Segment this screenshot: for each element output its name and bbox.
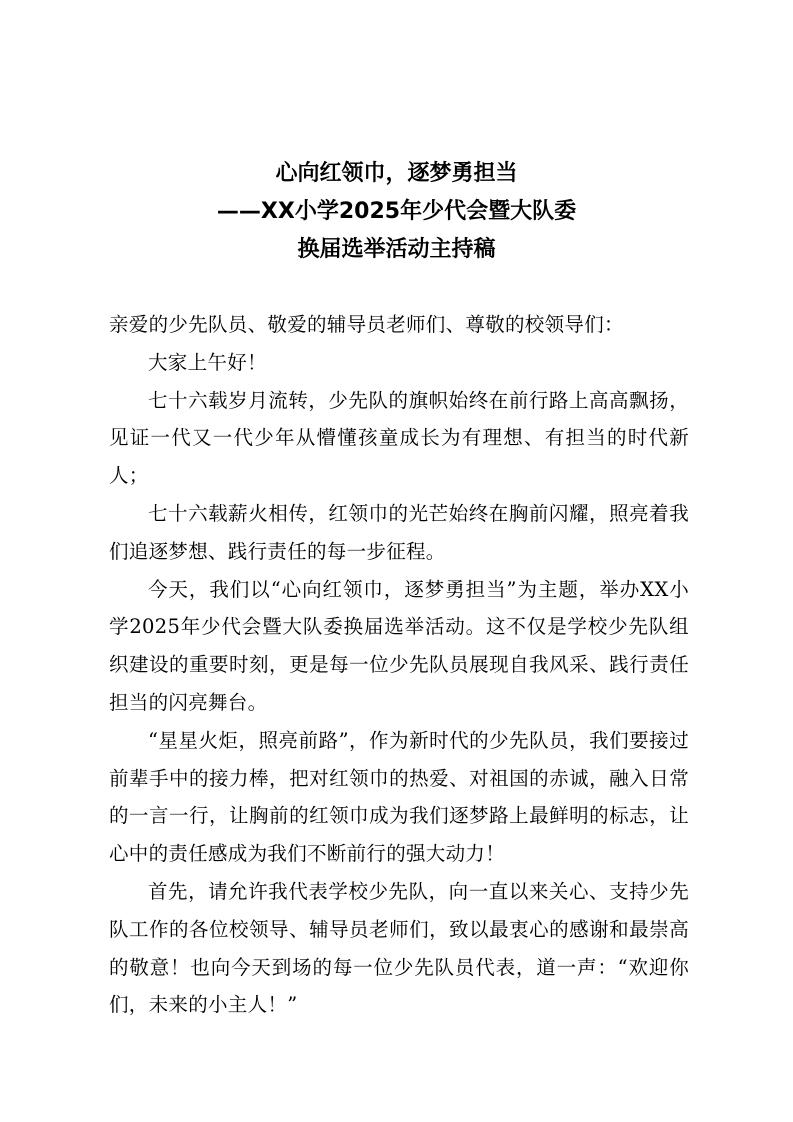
document-title	[0, 155, 793, 269]
paragraph-scarf: 七十六载薪火相传，红领巾的光芒始终在胸前闪耀，照亮着我们追逐梦想、践行责任的每一步征程。	[109, 501, 689, 563]
title-line-main: 心向红领巾，逐梦勇担当	[275, 161, 518, 186]
title-line-subtitle-end: 换届选举活动主持稿	[297, 237, 496, 262]
title-line-subtitle: ——XX小学2025年少代会暨大队委	[216, 199, 577, 224]
paragraph-theme: 今天，我们以“心向红领巾，逐梦勇担当”为主题，举办XX小学2025年少代会暨大队委换届选举活动。这不仅是学校少先队组织建设的重要时刻，更是每一位少先队员展现自我风采、践行责任担当的闪亮舞台。	[109, 577, 689, 714]
paragraph-torch: “星星火炬，照亮前路”，作为新时代的少先队员，我们要接过前辈手中的接力棒，把对红领巾的热爱、对祖国的赤诚，融入日常的一言一行，让胸前的红领巾成为我们逐梦路上最鲜明的标志，让心中的责任感成为我们不断前行的强大动力！	[109, 728, 689, 866]
document-body	[109, 306, 689, 1024]
paragraph-flag: 七十六载岁月流转，少先队的旗帜始终在前行路上高高飘扬，见证一代又一代少年从懵懂孩童成长为有理想、有担当的时代新人；	[109, 388, 689, 488]
paragraph-thanks: 首先，请允许我代表学校少先队，向一直以来关心、支持少先队工作的各位校领导、辅导员老师们，致以最衷心的感谢和最崇高的敬意！也向今天到场的每一位少先队员代表，道一声：“欢迎你们，未来的小主人！”	[109, 879, 689, 1017]
paragraph-greeting: 大家上午好！	[148, 350, 267, 374]
salutation: 亲爱的少先队员、敬爱的辅导员老师们、尊敬的校领导们：	[109, 313, 624, 336]
